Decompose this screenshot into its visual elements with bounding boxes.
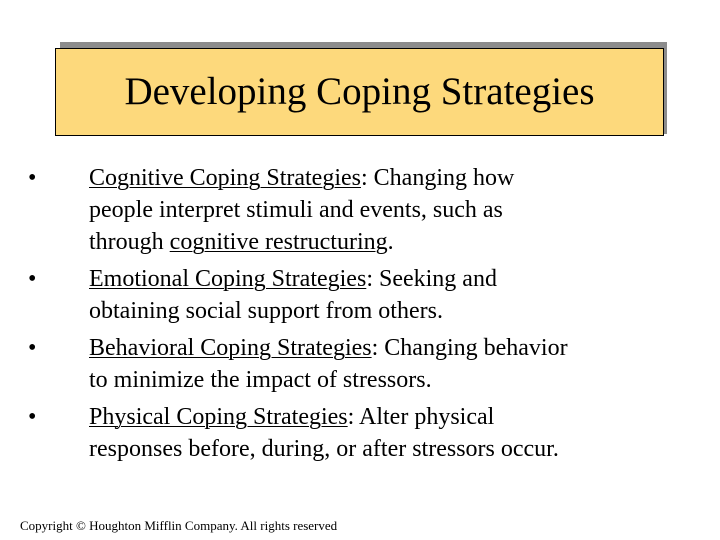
bullet-physical — [28, 401, 698, 465]
bullet-emotional — [28, 263, 698, 327]
bullet-list — [28, 162, 698, 470]
bullet-dot-icon: • — [28, 266, 37, 292]
bullet-term-cognitive: Cognitive Coping Strategies — [89, 165, 361, 191]
slide-title: Developing Coping Strategies — [124, 69, 595, 113]
bullet-text-emotional: : Seeking and — [366, 266, 497, 292]
bullet-line2-behavioral: to minimize the impact of stressors. — [89, 367, 432, 393]
bullet-dot-icon: • — [28, 404, 37, 430]
bullet-term-physical: Physical Coping Strategies — [89, 404, 348, 430]
bullet-behavioral — [28, 332, 698, 396]
bullet-dot-icon: • — [28, 335, 37, 361]
title-box — [55, 48, 664, 136]
bullet-term-emotional: Emotional Coping Strategies — [89, 266, 367, 292]
bullet-dot-icon: • — [28, 165, 37, 191]
inline-term-cognitive-restructuring: cognitive restructuring — [169, 229, 388, 255]
bullet-line3-suffix: . — [387, 229, 394, 255]
bullet-cognitive — [28, 162, 698, 258]
bullet-line2-emotional: obtaining social support from others. — [89, 298, 443, 324]
bullet-text-physical: : Alter physical — [347, 404, 495, 430]
bullet-line2-cognitive: people interpret stimuli and events, such as — [89, 197, 503, 223]
bullet-text-cognitive: : Changing how — [360, 165, 515, 191]
bullet-line2-physical: responses before, during, or after stressors occur. — [89, 436, 559, 462]
bullet-text-behavioral: : Changing behavior — [371, 335, 568, 361]
bullet-term-behavioral: Behavioral Coping Strategies — [89, 335, 372, 361]
copyright-footer: Copyright © Houghton Mifflin Company. All rights reserved — [20, 518, 338, 533]
bullet-line3-prefix: through — [89, 229, 170, 255]
